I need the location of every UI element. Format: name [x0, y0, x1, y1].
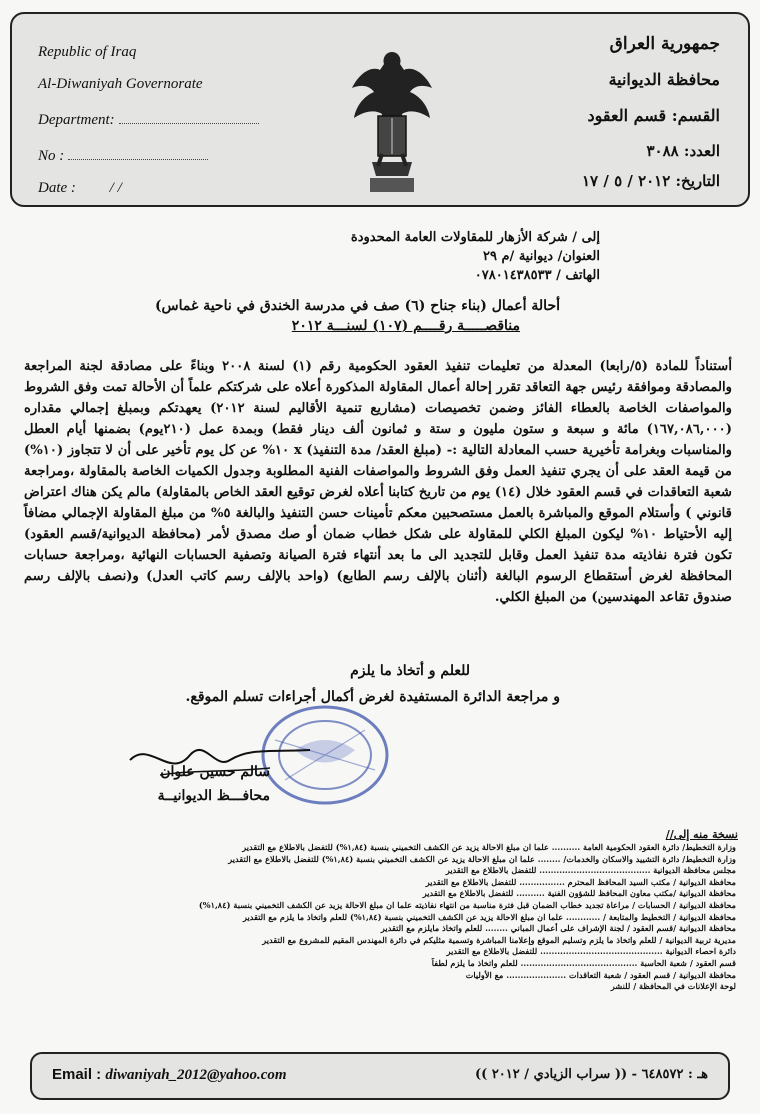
- cc-item: وزارة التخطيط/ دائرة العقود الحكومية العامة .......... علما ان مبلغ الاحالة يزيد عن الكشف التخميني بنسبة (١,٨٤%) للتفضل بالاطلاع مع التقدير: [242, 842, 736, 852]
- cc-item: محافظة الديوانية / قسم العقود / شعبة التعاقدات ..................... مع الأوليات: [465, 969, 736, 980]
- cc-item: دائرة احصاء الديوانية ........................................... للتفضل بالاطلاع مع التقدير: [446, 946, 736, 957]
- en-date: Date : / /: [38, 180, 122, 196]
- footer: [30, 1052, 730, 1100]
- recipient-name: إلى / شركة الأزهار للمقاولات العامة المحدودة: [350, 230, 600, 245]
- recipient-block: [351, 228, 600, 285]
- cc-item: قسم العقود / شعبة الحاسبة ......................................... للعلم واتخاذ ما يلزم لطفاً: [431, 957, 736, 968]
- cc-list: [110, 842, 736, 993]
- ar-number: العدد: ٣٠٨٨: [646, 142, 720, 160]
- cc-item: وزارة التخطيط/ دائرة التشييد والاسكان والخدمات/ ........ علما ان مبلغ الاحالة يزيد عن الكشف التخميني بنسبة (١,٨٤%) للتفضل بالاطلاع مع التقدير: [228, 853, 736, 864]
- cc-item: محافظة الديوانية / الحسابات / مراعاة تجديد خطاب الضمان قبل فترة مناسبة من انتهاء نفاذيته علما ان مبلغ الاحالة يزيد عن الكشف التخميني بنسبة (١,٨٤%): [198, 899, 736, 910]
- closing-line-1: للعلم و أتخاذ ما يلزم: [350, 663, 470, 679]
- letter-body: أستناداً للمادة (٥/رابعا) المعدلة من تعليمات تنفيذ العقود الحكومية رقم (١) لسنة ٢٠٠٨ وبناءً على مصادقة لجنة المراجعة والمصادقة وموافقة رئيس جهة التعاقد تقرر إحالة أعمال المقاولة المذكورة أعلاه على شركتكم علماً أن الأحالة تمت وفق الشروط والمواصفات الخاصة بالعطاء الفائز وضمن تخصيصات (مشاريع تنمية الأقاليم لسنة ٢٠١٢) يعهدتكم وبمبلغ إجمالي مقداره (١٦٧,٠٨٦,٠٠٠) مائة و سبعة و ستون مليون و ستة و ثمانون ألف دينار فقط) وبمدة عمل (٢١٠يوم) بضمنها أيام العطل والمناسبات وبغرامة تأخيرية حسب المعادلة التالية :- (مبلغ العقد/ مدة التنفيذ) x ١٠% عن كل يوم تأخير على أن لا تتجاوز (١٠%) من قيمة العقد على أن يجري تنفيذ العمل وفق الشروط والمواصفات الفنية المطلوبة وجدول الكميات الخاصة بالمقاولة ،ومراجعة شعبة التعاقدات في قسم العقود خلال (١٤) يوم من تاريخ كتابنا أعلاه لغرض توقيع العقد الخاص بالمقاولة) مالم يكن هناك اعتراض قانوني ) وأستلام الموقع والمباشرة بالعمل مستصحبين معكم تأمينات حسن التنفيذ والبالغة ٥% من مبلغ المقاولة الإجمالي مضافاً إليه الأحتياط ١٠% ليكون المبلغ الكلي للمقاولة على شكل خطاب ضمان أو صك مصدق لأمر (محافظة الديوانية/قسم العقود) تكون فترة نفاذيته مدة تنفيذ العمل وقابل للتجديد الى ما بعد أنتهاء فترة الصيانة وتصفية الحسابات النهائية ،ومراجعة حسابات المحافظة لغرض أستقطاع الرسوم البالغة (أثنان بالإلف رسم الطابع) (واحد بالإلف رسم كاتب العدل) و(نصف بالإلف رسم صندوق تقاعد المهندسين) من المبلغ الكلي.: [24, 359, 732, 605]
- footer-reference: هـ : ٦٤٨٥٧٢ - (( سراب الزيادي / ٢٠١٢ )): [475, 1067, 708, 1082]
- cc-item: لوحة الإعلانات في المحافظة / للنشر: [610, 981, 736, 992]
- cc-item: مديرية تربية الديوانية / للعلم واتخاذ ما يلزم وتسليم الموقع وإعلامنا المباشرة وتسمية مثليكم في دائرة المهندس المقيم للمشروع مع التقدير: [262, 934, 736, 945]
- en-country: Republic of Iraq: [38, 44, 137, 60]
- subject-block: [155, 296, 560, 336]
- footer-email: Email : diwaniyah_2012@yahoo.com: [52, 1066, 287, 1083]
- en-department: Department:: [38, 112, 259, 129]
- email-address: diwaniyah_2012@yahoo.com: [105, 1067, 287, 1083]
- recipient-address: العنوان/ ديوانية /م ٢٩: [483, 249, 600, 264]
- cc-title: نسخة منه إلى//: [665, 828, 738, 841]
- signer-name: سالم حسين علوان: [160, 764, 270, 780]
- en-number: No :: [38, 148, 208, 165]
- cc-item: محافظة الديوانية /مكتب معاون المحافظ للشؤون الفنية .......... للتفضل بالاطلاع مع التقدير: [422, 888, 736, 899]
- ar-governorate: محافظة الديوانية: [608, 70, 720, 89]
- closing-line-2: و مراجعة الدائرة المستفيدة لغرض أكمال أجراءات تسلم الموقع.: [185, 689, 560, 705]
- ar-country: جمهورية العراق: [609, 34, 720, 54]
- en-governorate: Al-Diwaniyah Governorate: [38, 76, 203, 92]
- signature-block: [158, 760, 270, 808]
- recipient-phone: الهاتف / ٠٧٨٠١٤٣٨٥٣٣: [474, 268, 600, 283]
- signer-title: محافـــظ الديوانيــة: [157, 788, 270, 804]
- cc-item: محافظة الديوانية /قسم العقود / لجنة الإشراف على أعمال المباني ........ للعلم واتخاذ مايلزم مع التقدير: [380, 923, 736, 934]
- ar-date: التاريخ: ٢٠١٢ / ٥ / ١٧: [582, 172, 720, 190]
- cc-item: محافظة الديوانية / مكتب السيد المحافظ المحترم ................ للتفضل بالاطلاع مع التقدير: [425, 876, 736, 887]
- cc-item: محافظة الديوانية / التخطيط والمتابعة / ............ علما ان مبلغ الاحالة يزيد عن الكشف التخميني بنسبة (١,٨٤%) للعلم واتخاذ ما يلزم مع التقدير: [242, 911, 736, 922]
- tender-number: مناقصـــــة رقــــم (١٠٧) لسنـــة ٢٠١٢: [291, 318, 520, 334]
- letterhead: [10, 12, 750, 207]
- subject-line: أحالة أعمال (بناء جناح (٦) صف في مدرسة الخندق في ناحية غماس): [154, 298, 560, 314]
- iraq-eagle-emblem: [342, 44, 442, 204]
- ar-section: القسم: قسم العقود: [587, 106, 720, 125]
- cc-item: مجلس محافظة الديوانية ....................................... للتفضل بالاطلاع مع التقدير: [445, 865, 736, 876]
